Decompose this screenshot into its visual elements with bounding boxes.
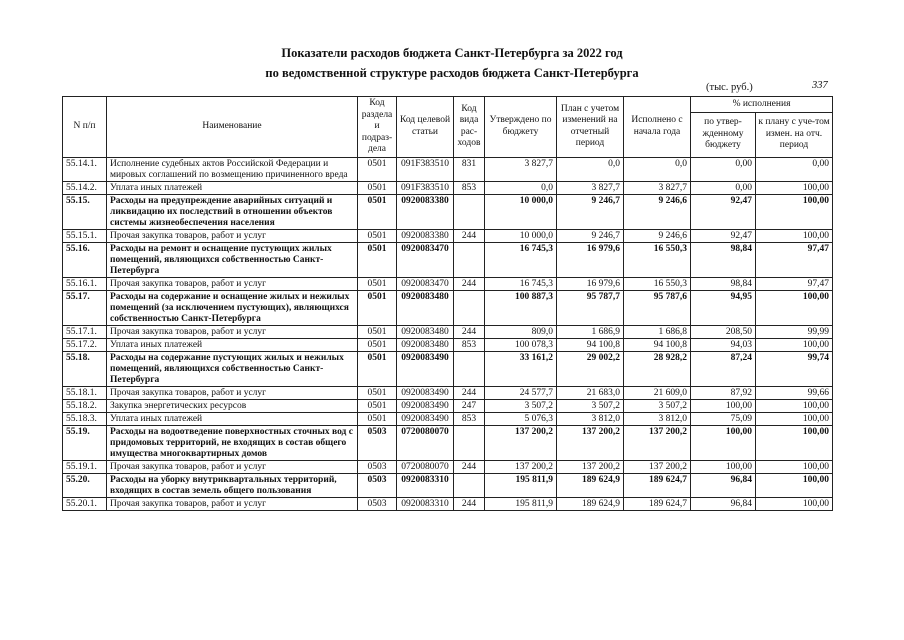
row-pct-plan: 100,00 (756, 229, 833, 242)
table-row (63, 460, 833, 473)
row-section-code: 0501 (358, 194, 397, 229)
row-pct-approved: 96,84 (691, 497, 756, 510)
row-name: Расходы на предупреждение аварийных ситуаций и ликвидацию их последствий в отношении объектов системы жизнеобеспечения населения (107, 194, 358, 229)
row-type-code (454, 290, 485, 325)
row-section-code: 0503 (358, 425, 397, 460)
row-pct-plan: 100,00 (756, 181, 833, 194)
table-row (63, 181, 833, 194)
row-pct-plan: 100,00 (756, 338, 833, 351)
row-type-code: 244 (454, 325, 485, 338)
row-num: 55.18.2. (63, 399, 107, 412)
row-target-code: 0720080070 (397, 425, 454, 460)
row-pct-approved: 96,84 (691, 473, 756, 497)
table-row (63, 473, 833, 497)
row-pct-approved: 0,00 (691, 181, 756, 194)
row-approved: 195 811,9 (485, 497, 557, 510)
row-target-code: 0920083470 (397, 277, 454, 290)
row-num: 55.17. (63, 290, 107, 325)
row-name: Закупка энергетических ресурсов (107, 399, 358, 412)
row-pct-plan: 100,00 (756, 473, 833, 497)
row-name: Уплата иных платежей (107, 181, 358, 194)
row-name: Прочая закупка товаров, работ и услуг (107, 325, 358, 338)
row-plan: 16 979,6 (557, 277, 624, 290)
row-approved: 16 745,3 (485, 242, 557, 277)
row-name: Прочая закупка товаров, работ и услуг (107, 386, 358, 399)
table-row (63, 194, 833, 229)
row-num: 55.16.1. (63, 277, 107, 290)
row-section-code: 0503 (358, 460, 397, 473)
table-row (63, 277, 833, 290)
row-approved: 137 200,2 (485, 425, 557, 460)
table-row (63, 412, 833, 425)
table-row (63, 242, 833, 277)
row-executed: 9 246,6 (624, 229, 691, 242)
row-pct-plan: 100,00 (756, 194, 833, 229)
header-section-code: Код раздела и подраз-дела (358, 97, 397, 158)
row-executed: 189 624,7 (624, 497, 691, 510)
row-approved: 100 887,3 (485, 290, 557, 325)
row-pct-plan: 100,00 (756, 497, 833, 510)
row-target-code: 0920083380 (397, 229, 454, 242)
header-num: N п/п (63, 97, 107, 158)
row-num: 55.18.1. (63, 386, 107, 399)
row-target-code: 091F383510 (397, 181, 454, 194)
row-num: 55.18. (63, 351, 107, 386)
row-pct-plan: 99,66 (756, 386, 833, 399)
row-pct-approved: 94,95 (691, 290, 756, 325)
header-pct-approved: по утвер-жденному бюджету (691, 112, 756, 157)
row-pct-plan: 97,47 (756, 242, 833, 277)
row-type-code: 244 (454, 229, 485, 242)
row-section-code: 0501 (358, 181, 397, 194)
row-plan: 9 246,7 (557, 229, 624, 242)
header-pct-group: % исполнения (691, 97, 833, 113)
row-target-code: 0920083480 (397, 325, 454, 338)
row-plan: 9 246,7 (557, 194, 624, 229)
header-plan: План с учетом изменений на отчетный период (557, 97, 624, 158)
row-name: Прочая закупка товаров, работ и услуг (107, 460, 358, 473)
row-num: 55.19.1. (63, 460, 107, 473)
row-target-code: 0920083470 (397, 242, 454, 277)
header-name: Наименование (107, 97, 358, 158)
row-num: 55.18.3. (63, 412, 107, 425)
row-name: Прочая закупка товаров, работ и услуг (107, 497, 358, 510)
row-executed: 94 100,8 (624, 338, 691, 351)
header-target-code: Код целевой статьи (397, 97, 454, 158)
row-plan: 0,0 (557, 157, 624, 181)
row-num: 55.20. (63, 473, 107, 497)
row-executed: 0,0 (624, 157, 691, 181)
row-plan: 94 100,8 (557, 338, 624, 351)
header-approved: Утверждено по бюджету (485, 97, 557, 158)
row-executed: 95 787,6 (624, 290, 691, 325)
row-section-code: 0503 (358, 497, 397, 510)
row-approved: 137 200,2 (485, 460, 557, 473)
report-title-line1: Показатели расходов бюджета Санкт-Петербурга за 2022 год (281, 46, 623, 60)
table-row (63, 351, 833, 386)
row-pct-plan: 0,00 (756, 157, 833, 181)
row-type-code: 244 (454, 460, 485, 473)
row-target-code: 0920083480 (397, 338, 454, 351)
row-approved: 16 745,3 (485, 277, 557, 290)
header-pct-plan: к плану с уче-том измен. на отч. период (756, 112, 833, 157)
row-pct-approved: 208,50 (691, 325, 756, 338)
row-pct-approved: 87,24 (691, 351, 756, 386)
row-executed: 137 200,2 (624, 425, 691, 460)
row-name: Расходы на содержание пустующих жилых и нежилых помещений, являющихся собственностью Санкт-Петербурга (107, 351, 358, 386)
row-type-code (454, 242, 485, 277)
row-name: Расходы на ремонт и оснащение пустующих жилых помещений, являющихся собственностью Санкт-Петербурга (107, 242, 358, 277)
report-title-line2: по ведомственной структуре расходов бюджета Санкт-Петербурга (265, 66, 639, 80)
row-type-code: 853 (454, 338, 485, 351)
row-target-code: 0720080070 (397, 460, 454, 473)
row-pct-plan: 100,00 (756, 399, 833, 412)
row-approved: 10 000,0 (485, 229, 557, 242)
row-plan: 3 507,2 (557, 399, 624, 412)
row-section-code: 0501 (358, 229, 397, 242)
row-pct-plan: 99,74 (756, 351, 833, 386)
row-plan: 21 683,0 (557, 386, 624, 399)
row-approved: 33 161,2 (485, 351, 557, 386)
table-row (63, 229, 833, 242)
row-plan: 137 200,2 (557, 460, 624, 473)
row-pct-plan: 97,47 (756, 277, 833, 290)
row-pct-plan: 100,00 (756, 460, 833, 473)
row-executed: 16 550,3 (624, 277, 691, 290)
row-pct-approved: 100,00 (691, 399, 756, 412)
row-name: Уплата иных платежей (107, 338, 358, 351)
row-section-code: 0501 (358, 157, 397, 181)
row-executed: 16 550,3 (624, 242, 691, 277)
row-type-code (454, 425, 485, 460)
row-approved: 24 577,7 (485, 386, 557, 399)
row-executed: 9 246,6 (624, 194, 691, 229)
row-section-code: 0501 (358, 399, 397, 412)
header-type-code: Код вида рас-ходов (454, 97, 485, 158)
row-num: 55.16. (63, 242, 107, 277)
row-section-code: 0501 (358, 290, 397, 325)
row-type-code: 853 (454, 181, 485, 194)
row-plan: 3 812,0 (557, 412, 624, 425)
row-approved: 0,0 (485, 181, 557, 194)
row-section-code: 0501 (358, 242, 397, 277)
row-name: Прочая закупка товаров, работ и услуг (107, 277, 358, 290)
row-approved: 5 076,3 (485, 412, 557, 425)
row-type-code: 853 (454, 412, 485, 425)
row-section-code: 0503 (358, 473, 397, 497)
row-name: Исполнение судебных актов Российской Федерации и мировых соглашений по возмещению причиненного вреда (107, 157, 358, 181)
row-pct-approved: 94,03 (691, 338, 756, 351)
table-row (63, 399, 833, 412)
table-row (63, 425, 833, 460)
row-type-code (454, 351, 485, 386)
row-plan: 189 624,9 (557, 497, 624, 510)
row-executed: 21 609,0 (624, 386, 691, 399)
row-executed: 3 507,2 (624, 399, 691, 412)
row-executed: 3 827,7 (624, 181, 691, 194)
row-num: 55.15. (63, 194, 107, 229)
units-label: (тыс. руб.) (706, 82, 753, 93)
row-target-code: 0920083490 (397, 386, 454, 399)
row-pct-approved: 0,00 (691, 157, 756, 181)
row-type-code: 831 (454, 157, 485, 181)
row-num: 55.20.1. (63, 497, 107, 510)
row-approved: 809,0 (485, 325, 557, 338)
row-section-code: 0501 (358, 386, 397, 399)
row-plan: 3 827,7 (557, 181, 624, 194)
row-pct-plan: 99,99 (756, 325, 833, 338)
row-pct-approved: 100,00 (691, 425, 756, 460)
row-plan: 137 200,2 (557, 425, 624, 460)
row-type-code (454, 194, 485, 229)
row-type-code: 247 (454, 399, 485, 412)
row-name: Расходы на содержание и оснащение жилых и нежилых помещений (за исключением пустующих), являющихся собственностью Санкт-Петербурга (107, 290, 358, 325)
row-pct-approved: 87,92 (691, 386, 756, 399)
row-plan: 95 787,7 (557, 290, 624, 325)
table-body (63, 157, 833, 510)
row-target-code: 0920083490 (397, 399, 454, 412)
row-plan: 16 979,6 (557, 242, 624, 277)
row-pct-approved: 100,00 (691, 460, 756, 473)
table-row (63, 338, 833, 351)
row-pct-plan: 100,00 (756, 425, 833, 460)
row-approved: 100 078,3 (485, 338, 557, 351)
row-type-code (454, 473, 485, 497)
row-target-code: 0920083380 (397, 194, 454, 229)
row-executed: 28 928,2 (624, 351, 691, 386)
row-pct-approved: 98,84 (691, 242, 756, 277)
row-section-code: 0501 (358, 338, 397, 351)
row-target-code: 0920083490 (397, 412, 454, 425)
row-name: Расходы на водоотведение поверхностных сточных вод с придомовых территорий, не входящих в состав общего имущества многоквартирных домов (107, 425, 358, 460)
row-executed: 137 200,2 (624, 460, 691, 473)
row-pct-plan: 100,00 (756, 290, 833, 325)
row-name: Прочая закупка товаров, работ и услуг (107, 229, 358, 242)
table-row (63, 157, 833, 181)
row-pct-approved: 75,09 (691, 412, 756, 425)
row-pct-approved: 98,84 (691, 277, 756, 290)
row-plan: 29 002,2 (557, 351, 624, 386)
row-section-code: 0501 (358, 325, 397, 338)
table-row (63, 290, 833, 325)
row-approved: 3 827,7 (485, 157, 557, 181)
row-target-code: 0920083490 (397, 351, 454, 386)
row-num: 55.17.1. (63, 325, 107, 338)
row-pct-plan: 100,00 (756, 412, 833, 425)
row-section-code: 0501 (358, 412, 397, 425)
row-executed: 189 624,7 (624, 473, 691, 497)
row-num: 55.19. (63, 425, 107, 460)
row-executed: 1 686,8 (624, 325, 691, 338)
row-target-code: 091F383510 (397, 157, 454, 181)
expenses-table (62, 96, 833, 511)
row-name: Расходы на уборку внутриквартальных территорий, входящих в состав земель общего пользования (107, 473, 358, 497)
row-approved: 195 811,9 (485, 473, 557, 497)
row-plan: 1 686,9 (557, 325, 624, 338)
row-num: 55.14.2. (63, 181, 107, 194)
row-target-code: 0920083310 (397, 473, 454, 497)
table-row (63, 497, 833, 510)
row-target-code: 0920083310 (397, 497, 454, 510)
row-num: 55.14.1. (63, 157, 107, 181)
row-section-code: 0501 (358, 351, 397, 386)
row-section-code: 0501 (358, 277, 397, 290)
table-row (63, 325, 833, 338)
row-type-code: 244 (454, 497, 485, 510)
header-executed: Исполнено с начала года (624, 97, 691, 158)
page-number: 337 (812, 80, 828, 91)
row-plan: 189 624,9 (557, 473, 624, 497)
row-pct-approved: 92,47 (691, 229, 756, 242)
row-num: 55.15.1. (63, 229, 107, 242)
row-approved: 10 000,0 (485, 194, 557, 229)
row-num: 55.17.2. (63, 338, 107, 351)
row-name: Уплата иных платежей (107, 412, 358, 425)
row-pct-approved: 92,47 (691, 194, 756, 229)
table-row (63, 386, 833, 399)
row-type-code: 244 (454, 386, 485, 399)
row-target-code: 0920083480 (397, 290, 454, 325)
row-type-code: 244 (454, 277, 485, 290)
row-approved: 3 507,2 (485, 399, 557, 412)
row-executed: 3 812,0 (624, 412, 691, 425)
